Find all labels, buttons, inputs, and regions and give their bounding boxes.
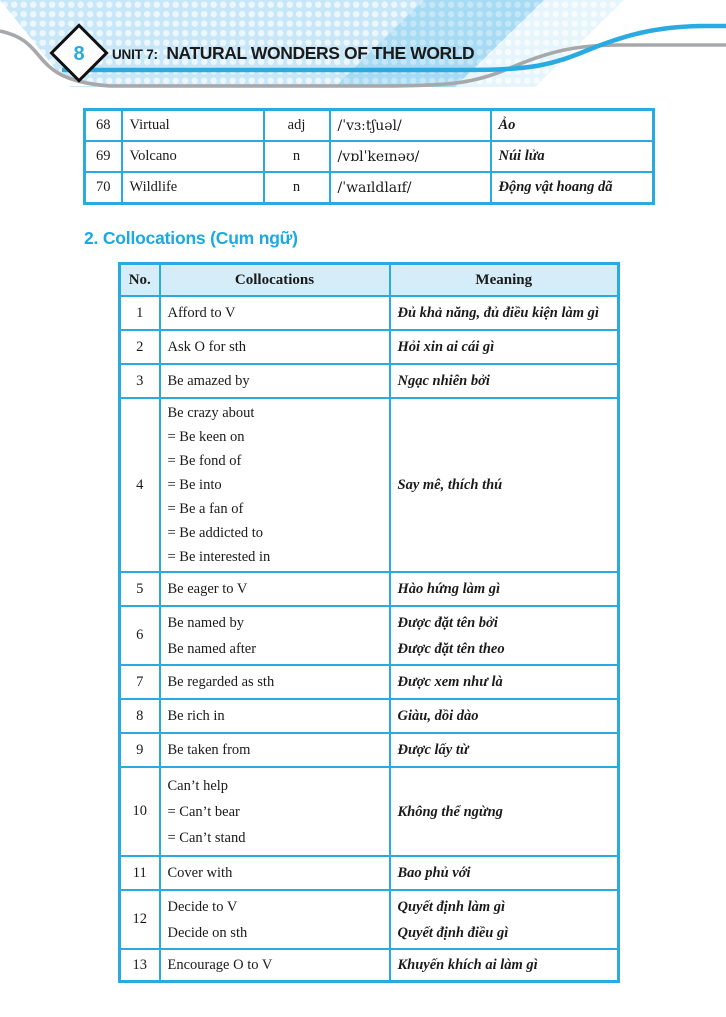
collocation-line: Be crazy about <box>167 405 255 421</box>
meaning-cell <box>390 733 619 767</box>
row-number: 6 <box>120 606 160 665</box>
meaning-cell <box>390 890 619 949</box>
table-row <box>120 572 619 606</box>
collocation-line: Ask O for sth <box>167 339 247 355</box>
table-row <box>120 949 619 982</box>
meaning-cell <box>390 364 619 398</box>
table-row <box>120 296 619 330</box>
row-number: 12 <box>120 890 160 949</box>
meaning-cell <box>390 949 619 982</box>
meaning-line: Hỏi xin ai cái gì <box>397 339 495 355</box>
row-number: 1 <box>120 296 160 330</box>
collocation-cell <box>160 699 390 733</box>
table-row <box>120 398 619 572</box>
meaning-line: Hào hứng làm gì <box>397 581 501 597</box>
meaning-cell <box>390 665 619 699</box>
collocation-line: Be taken from <box>167 742 251 758</box>
table-row <box>120 699 619 733</box>
row-number: 7 <box>120 665 160 699</box>
meaning-line: Được đặt tên theo <box>397 640 505 657</box>
vocabulary-table <box>83 108 655 205</box>
table-row <box>120 767 619 856</box>
collocation-line: Decide to V <box>167 898 238 915</box>
vocab-no: 68 <box>85 110 122 142</box>
meaning-line: Quyết định làm gì <box>397 898 506 915</box>
collocation-line: = Be into <box>167 477 222 493</box>
row-number: 3 <box>120 364 160 398</box>
vocab-row <box>85 110 654 142</box>
row-number: 8 <box>120 699 160 733</box>
collocation-line: = Be addicted to <box>167 525 264 541</box>
meaning-line: Không thể ngừng <box>397 803 503 820</box>
meaning-cell <box>390 767 619 856</box>
collocation-line: Afford to V <box>167 305 236 321</box>
collocation-line: Be amazed by <box>167 373 250 389</box>
collocation-line: Encourage O to V <box>167 957 273 973</box>
svg-text:UNIT 7: NATURAL WONDERS <box>112 43 474 63</box>
collocation-cell <box>160 330 390 364</box>
vocab-row <box>85 141 654 172</box>
meaning-cell <box>390 856 619 890</box>
vocab-ipa: /ˈvɜːtʃuəl/ <box>330 110 491 142</box>
meaning-line: Được đặt tên bởi <box>397 614 498 631</box>
collocation-cell <box>160 572 390 606</box>
collocation-line: = Can’t bear <box>167 803 240 820</box>
collocation-cell <box>160 856 390 890</box>
vocab-meaning: Ảo <box>491 110 654 142</box>
meaning-cell <box>390 606 619 665</box>
vocab-pos: n <box>264 172 330 204</box>
collocation-line: Can’t help <box>167 777 229 794</box>
meaning-cell <box>390 296 619 330</box>
col-header-meaning: Meaning <box>390 264 619 297</box>
meaning-line: Khuyến khích ai làm gì <box>397 957 538 973</box>
collocation-line: = Can’t stand <box>167 829 246 846</box>
vocab-pos: n <box>264 141 330 172</box>
meaning-cell <box>390 330 619 364</box>
meaning-line: Bao phủ với <box>397 865 471 881</box>
vocab-no: 70 <box>85 172 122 204</box>
collocation-line: Cover with <box>167 865 233 881</box>
meaning-cell <box>390 572 619 606</box>
collocation-cell <box>160 949 390 982</box>
row-number: 5 <box>120 572 160 606</box>
page-header <box>0 0 726 100</box>
row-number: 9 <box>120 733 160 767</box>
meaning-line: Được xem như là <box>397 674 503 690</box>
col-header-no: No. <box>120 264 160 297</box>
vocab-word: Wildlife <box>122 172 264 204</box>
unit-title: NATURAL WONDERS OF THE WORLD <box>166 43 475 63</box>
row-number: 13 <box>120 949 160 982</box>
row-number: 2 <box>120 330 160 364</box>
row-number: 4 <box>120 398 160 572</box>
collocation-cell <box>160 767 390 856</box>
meaning-cell <box>390 699 619 733</box>
meaning-line: Giàu, dồi dào <box>397 708 479 724</box>
vocab-meaning: Động vật hoang dã <box>491 172 654 204</box>
vocab-ipa: /vɒlˈkeɪnəʊ/ <box>330 141 491 172</box>
unit-badge-number: 8 <box>73 43 85 65</box>
vocab-pos: adj <box>264 110 330 142</box>
collocation-cell <box>160 398 390 572</box>
collocation-line: Decide on sth <box>167 924 248 941</box>
vocab-word: Virtual <box>122 110 264 142</box>
meaning-cell <box>390 398 619 572</box>
table-row <box>120 890 619 949</box>
collocation-line: Be rich in <box>167 708 225 724</box>
collocation-line: Be regarded as sth <box>167 674 275 690</box>
table-row <box>120 856 619 890</box>
vocab-no: 69 <box>85 141 122 172</box>
collocation-line: Be named by <box>167 614 245 631</box>
collocation-line: = Be fond of <box>167 453 242 469</box>
meaning-line: Ngạc nhiên bởi <box>397 373 490 389</box>
section-heading: 2. Collocations (Cụm ngữ) <box>84 228 298 248</box>
collocation-line: = Be a fan of <box>167 501 244 517</box>
table-row <box>120 330 619 364</box>
meaning-line: Được lấy từ <box>397 742 469 758</box>
collocation-line: = Be keen on <box>167 429 245 445</box>
collocations-table <box>118 262 620 983</box>
table-row <box>120 733 619 767</box>
vocab-meaning: Núi lửa <box>491 141 654 172</box>
collocation-line: = Be interested in <box>167 549 271 565</box>
table-header-row <box>120 264 619 297</box>
collocation-line: Be eager to V <box>167 581 248 597</box>
table-row <box>120 665 619 699</box>
table-row <box>120 606 619 665</box>
collocation-cell <box>160 296 390 330</box>
vocab-ipa: /ˈwaɪldlaɪf/ <box>330 172 491 204</box>
collocation-cell <box>160 890 390 949</box>
unit-label: UNIT 7: <box>112 47 158 62</box>
col-header-collocations: Collocations <box>160 264 390 297</box>
table-row <box>120 364 619 398</box>
meaning-line: Quyết định điều gì <box>397 924 509 941</box>
meaning-line: Đủ khả năng, đủ điều kiện làm gì <box>397 305 599 321</box>
collocation-cell <box>160 665 390 699</box>
collocation-line: Be named after <box>167 640 257 657</box>
collocation-cell <box>160 606 390 665</box>
row-number: 10 <box>120 767 160 856</box>
collocation-cell <box>160 733 390 767</box>
collocation-cell <box>160 364 390 398</box>
vocab-row <box>85 172 654 204</box>
vocab-word: Volcano <box>122 141 264 172</box>
row-number: 11 <box>120 856 160 890</box>
meaning-line: Say mê, thích thú <box>397 477 503 493</box>
